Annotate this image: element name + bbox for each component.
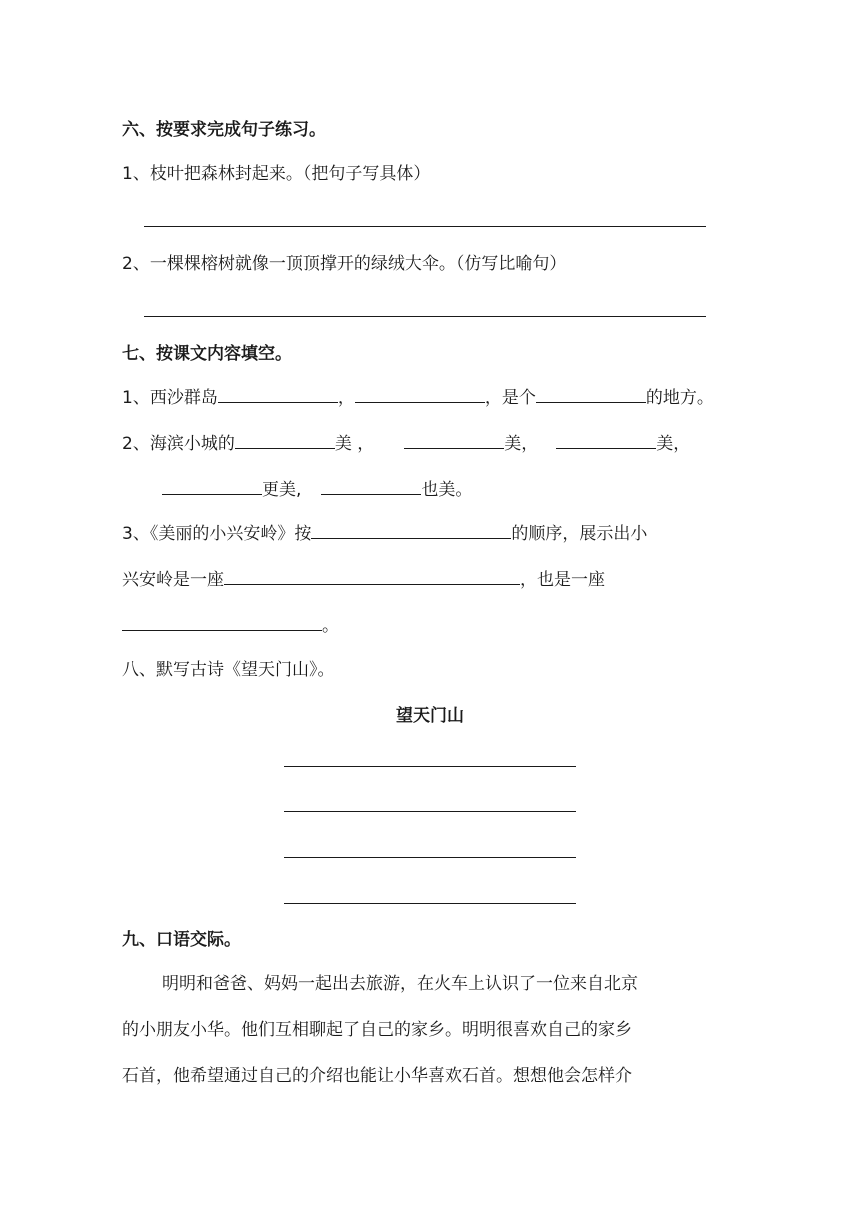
paragraph-line-1: 明明和爸爸、妈妈一起出去旅游，在火车上认识了一位来自北京: [162, 974, 638, 994]
section6-question-2: 2、一棵棵榕树就像一顶顶撑开的绿绒大伞。（仿写比喻句）: [122, 254, 567, 274]
fill-blank[interactable]: [321, 478, 421, 495]
q2-mid2: 美，: [504, 434, 539, 454]
fill-blank[interactable]: [404, 432, 504, 449]
section6-question-1: 1、枝叶把森林封起来。（把句子写具体）: [122, 164, 431, 184]
q2-mid3: 美，: [656, 434, 691, 454]
section7-question-1: [122, 386, 714, 410]
section8-heading: 八、默写古诗《望天门山》。: [122, 660, 335, 680]
fill-blank[interactable]: [355, 386, 485, 403]
section7-question-2: [122, 432, 690, 456]
fill-blank[interactable]: [311, 522, 511, 539]
poem-line-3[interactable]: [284, 857, 576, 858]
poem-line-1[interactable]: [284, 766, 576, 767]
q1-prefix: 1、西沙群岛: [122, 388, 218, 408]
poem-line-2[interactable]: [284, 811, 576, 812]
answer-line-6-2[interactable]: [144, 316, 706, 317]
section7-question-3-line2: [122, 568, 605, 592]
q2-suffix: 也美。: [421, 480, 473, 500]
answer-line-6-1[interactable]: [144, 226, 706, 227]
fill-blank[interactable]: [122, 614, 322, 631]
q2-prefix: 2、海滨小城的: [122, 434, 235, 454]
q3-mid1: 的顺序，展示出小: [511, 524, 648, 544]
paragraph-line-3: 石首，他希望通过自己的介绍也能让小华喜欢石首。想想他会怎样介: [122, 1066, 632, 1086]
section7-question-3-line3: [122, 614, 339, 638]
fill-blank[interactable]: [235, 432, 335, 449]
poem-title: 望天门山: [396, 706, 464, 726]
poem-line-4[interactable]: [284, 903, 576, 904]
q3-mid2: ，也是一座: [520, 570, 605, 590]
section6-heading: 六、按要求完成句子练习。: [122, 120, 326, 140]
q3-line2-prefix: 兴安岭是一座: [122, 570, 224, 590]
section9-heading: 九、口语交际。: [122, 930, 241, 950]
fill-blank[interactable]: [218, 386, 338, 403]
fill-blank[interactable]: [536, 386, 646, 403]
q3-suffix: 。: [322, 616, 339, 636]
q1-sep2: ，是个: [484, 388, 536, 408]
section7-question-2-cont: [162, 478, 472, 502]
q2-mid1: 美 ，: [334, 434, 375, 454]
fill-blank[interactable]: [162, 478, 262, 495]
q2-mid4: 更美,: [262, 480, 302, 500]
paragraph-line-2: 的小朋友小华。他们互相聊起了自己的家乡。明明很喜欢自己的家乡: [122, 1020, 632, 1040]
section7-heading: 七、按课文内容填空。: [122, 344, 292, 364]
section7-question-3: [122, 522, 647, 546]
fill-blank[interactable]: [224, 568, 520, 585]
q3-prefix: 3、《美丽的小兴安岭》按: [122, 524, 312, 544]
q1-sep1: ，: [337, 388, 355, 408]
fill-blank[interactable]: [556, 432, 656, 449]
q1-suffix: 的地方。: [645, 388, 714, 408]
